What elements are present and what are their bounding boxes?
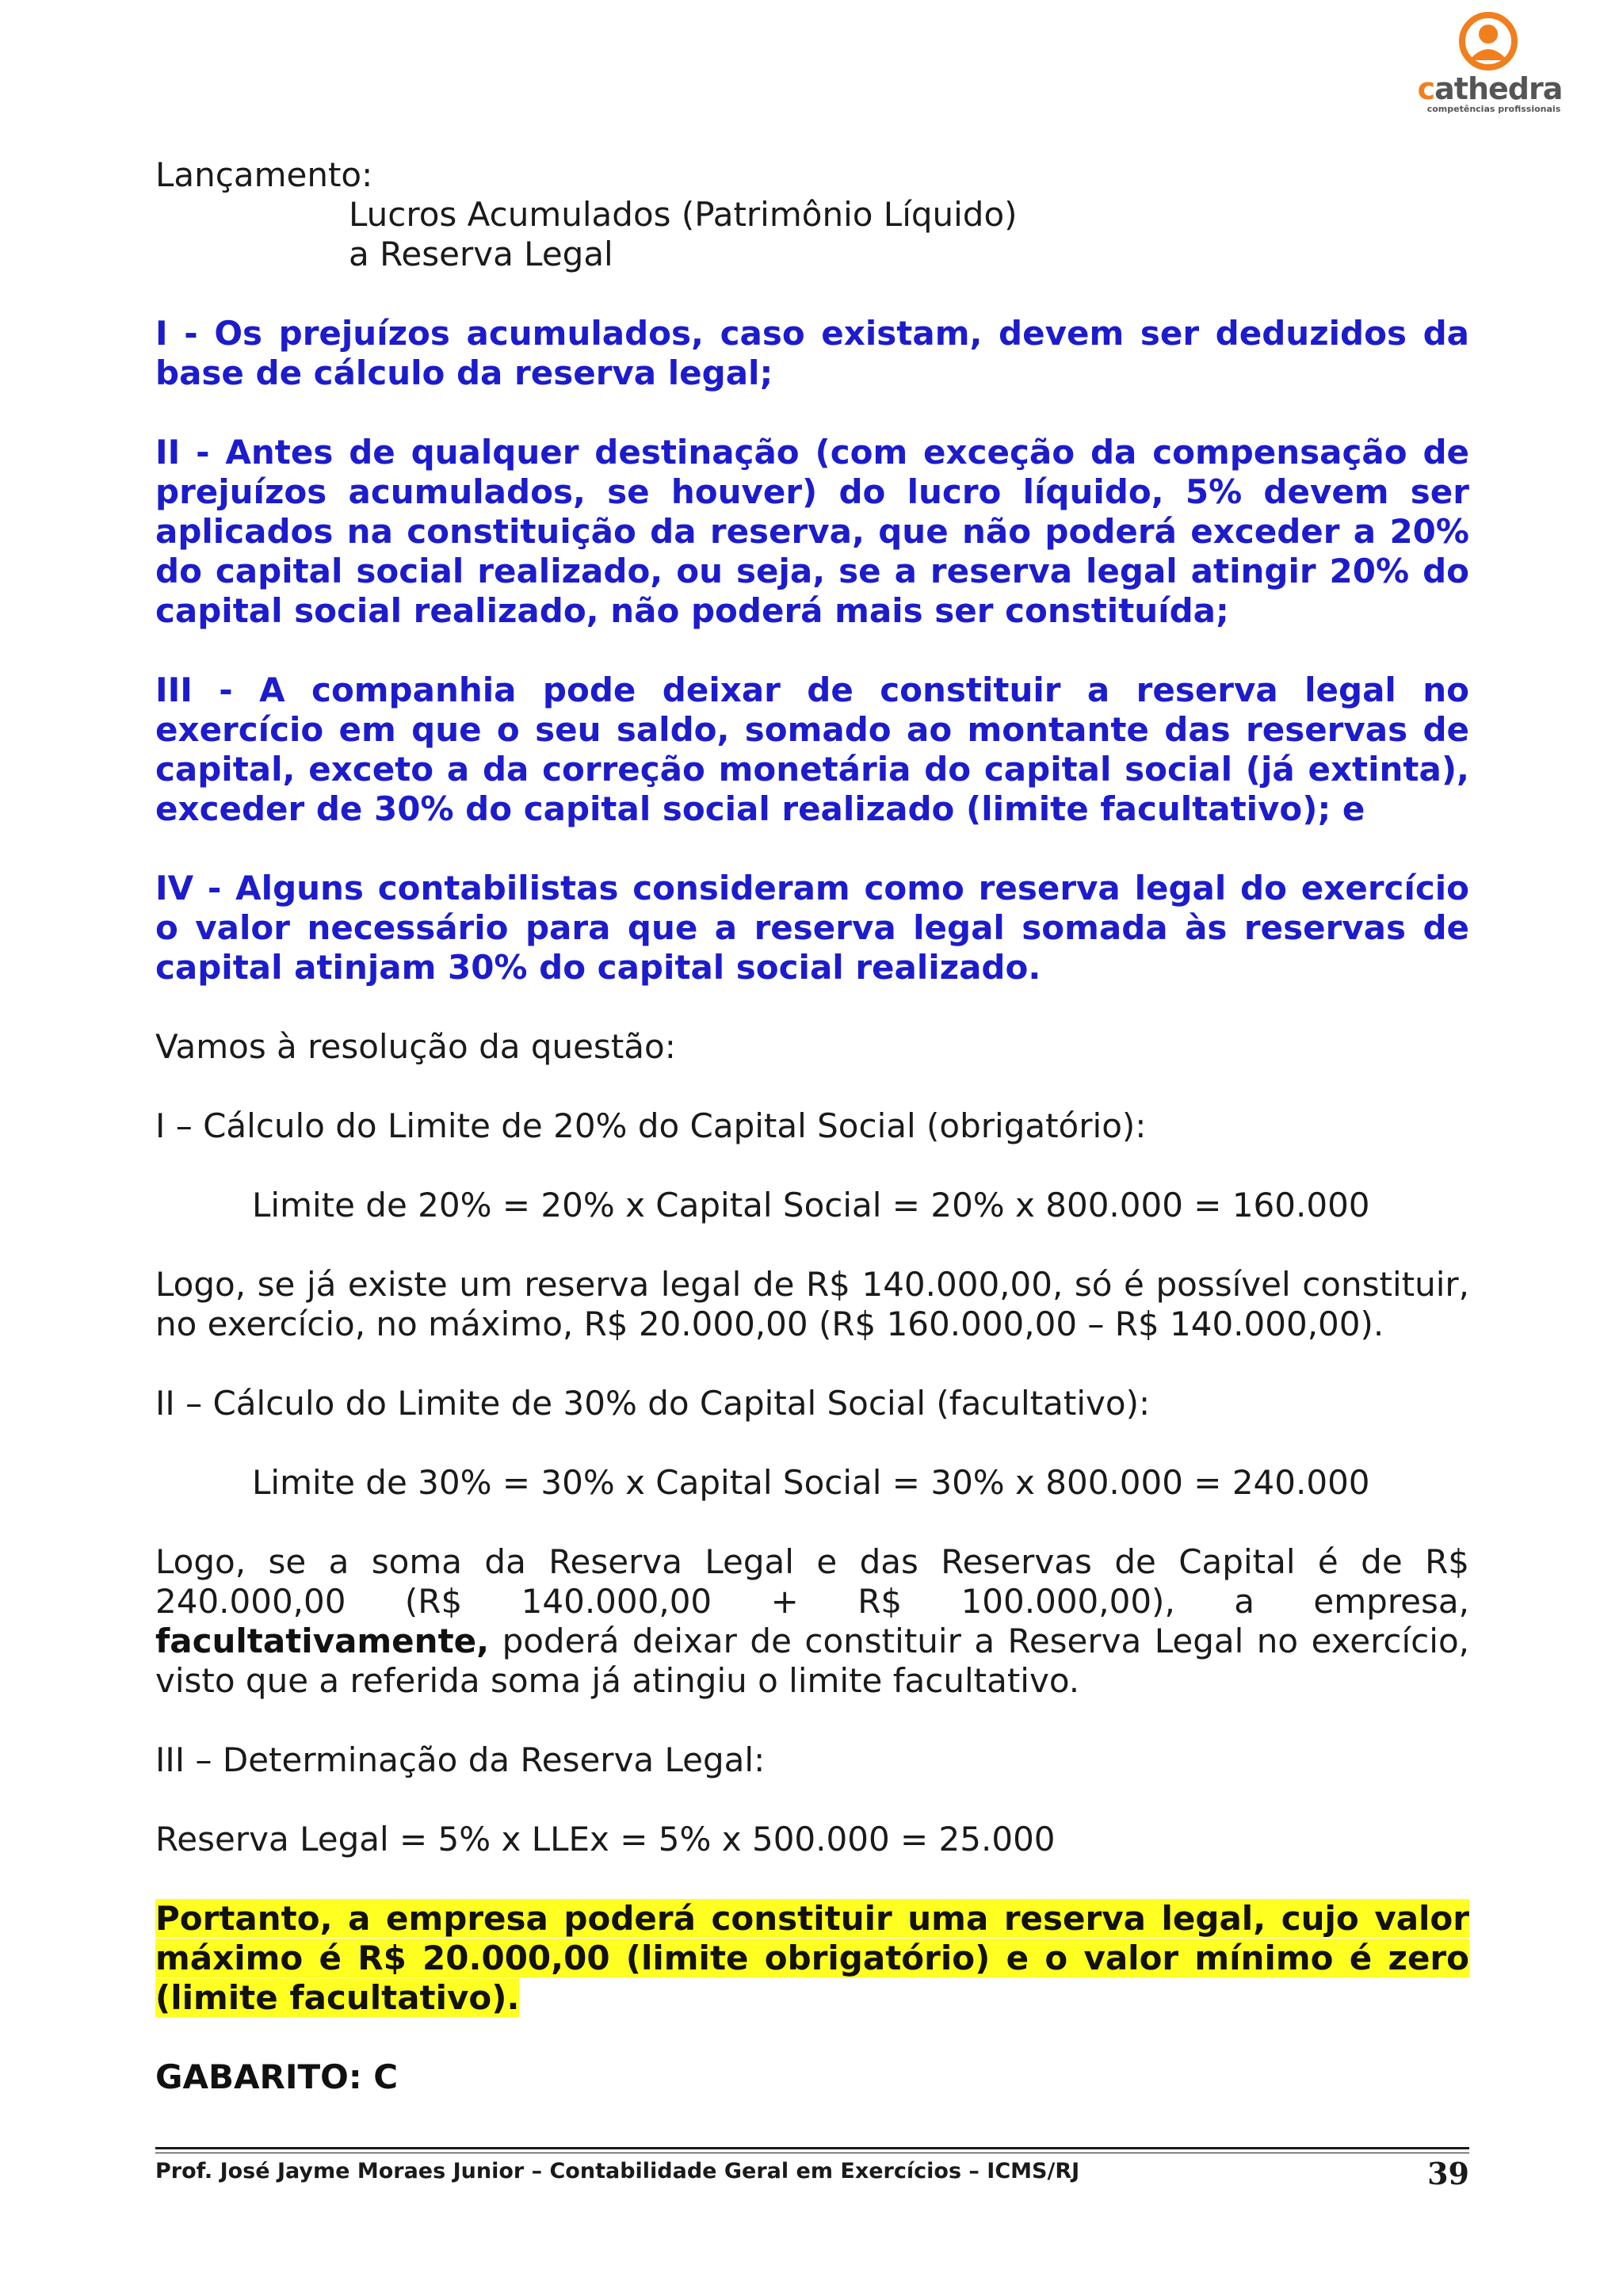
- resolution-intro: Vamos à resolução da questão:: [155, 1027, 676, 1066]
- step-ii-conclusion-part-a: Logo, se a soma da Reserva Legal e das Reservas de Capital é de R$ 240.000,00 (R$ 140.000,00 + R$ 100.000,00), a empresa,: [155, 1542, 1469, 1621]
- conclusion-highlight: Portanto, a empresa poderá constituir uma reserva legal, cujo valor máximo é R$ 20.000,00 (limite obrigatório) e o valor mínimo é zero (limite facultativo).: [155, 1899, 1469, 2017]
- step-i-conclusion: Logo, se já existe um reserva legal de R$ 140.000,00, só é possível constituir, no exercício, no máximo, R$ 20.000,00 (R$ 160.000,00 – R$ 140.000,00).: [155, 1265, 1469, 1343]
- logo-wordmark: [1411, 73, 1569, 105]
- page-number: 39: [1427, 2156, 1469, 2191]
- step-ii-conclusion-part-b: poderá deixar de constituir a Reserva Legal no exercício, visto que a referida soma já atingiu o limite facultativo.: [155, 1622, 1469, 1700]
- rule-iii: III - A companhia pode deixar de constituir a reserva legal no exercício em que o seu saldo, somado ao montante das reservas de capital, exceto a da correção monetária do capital social (já extinta), exceder de 30% do capital social realizado (limite facultativo); e: [155, 670, 1469, 828]
- conclusion: [155, 1899, 1469, 2018]
- footer-rule-thick: [155, 2147, 1469, 2149]
- lancamento-credit: a Reserva Legal: [349, 235, 613, 273]
- step-iii-title: III – Determinação da Reserva Legal:: [155, 1740, 766, 1779]
- step-i-formula: Limite de 20% = 20% x Capital Social = 20% x 800.000 = 160.000: [252, 1186, 1370, 1224]
- answer-key: GABARITO: C: [155, 2057, 399, 2096]
- logo-wordmark-accent: c: [1417, 71, 1435, 106]
- lancamento-label: Lançamento:: [155, 155, 373, 194]
- step-ii-conclusion-bold: facultativamente,: [155, 1622, 490, 1660]
- rule-iv: IV - Alguns contabilistas consideram como reserva legal do exercício o valor necessário para que a reserva legal somada às reservas de capital atinjam 30% do capital social realizado.: [155, 869, 1469, 987]
- rule-ii: II - Antes de qualquer destinação (com exceção da compensação de prejuízos acumulados, se houver) do lucro líquido, 5% devem ser aplicados na constituição da reserva, que não poderá exceder a 20% do capital social realizado, ou seja, se a reserva legal atingir 20% do capital social realizado, não poderá mais ser constituída;: [155, 433, 1469, 630]
- step-i-title: I – Cálculo do Limite de 20% do Capital Social (obrigatório):: [155, 1106, 1147, 1145]
- page-body: [155, 155, 1469, 2137]
- footer-author: Prof. José Jayme Moraes Junior – Contabilidade Geral em Exercícios – ICMS/RJ: [155, 2159, 1080, 2183]
- step-ii-formula: Limite de 30% = 30% x Capital Social = 30% x 800.000 = 240.000: [252, 1463, 1370, 1502]
- step-ii-conclusion: [155, 1542, 1469, 1701]
- cathedra-person-icon: [1458, 11, 1518, 71]
- step-ii-title: II – Cálculo do Limite de 30% do Capital Social (facultativo):: [155, 1384, 1151, 1423]
- logo-tagline: competências profissionais: [1426, 104, 1561, 114]
- step-iii-formula: Reserva Legal = 5% x LLEx = 5% x 500.000 = 25.000: [155, 1820, 1056, 1859]
- rule-i: I - Os prejuízos acumulados, caso existam, devem ser deduzidos da base de cálculo da reserva legal;: [155, 314, 1469, 392]
- logo-wordmark-rest: athedra: [1434, 71, 1563, 106]
- cathedra-logo: [1411, 8, 1569, 114]
- lancamento-debit: Lucros Acumulados (Patrimônio Líquido): [349, 195, 1018, 234]
